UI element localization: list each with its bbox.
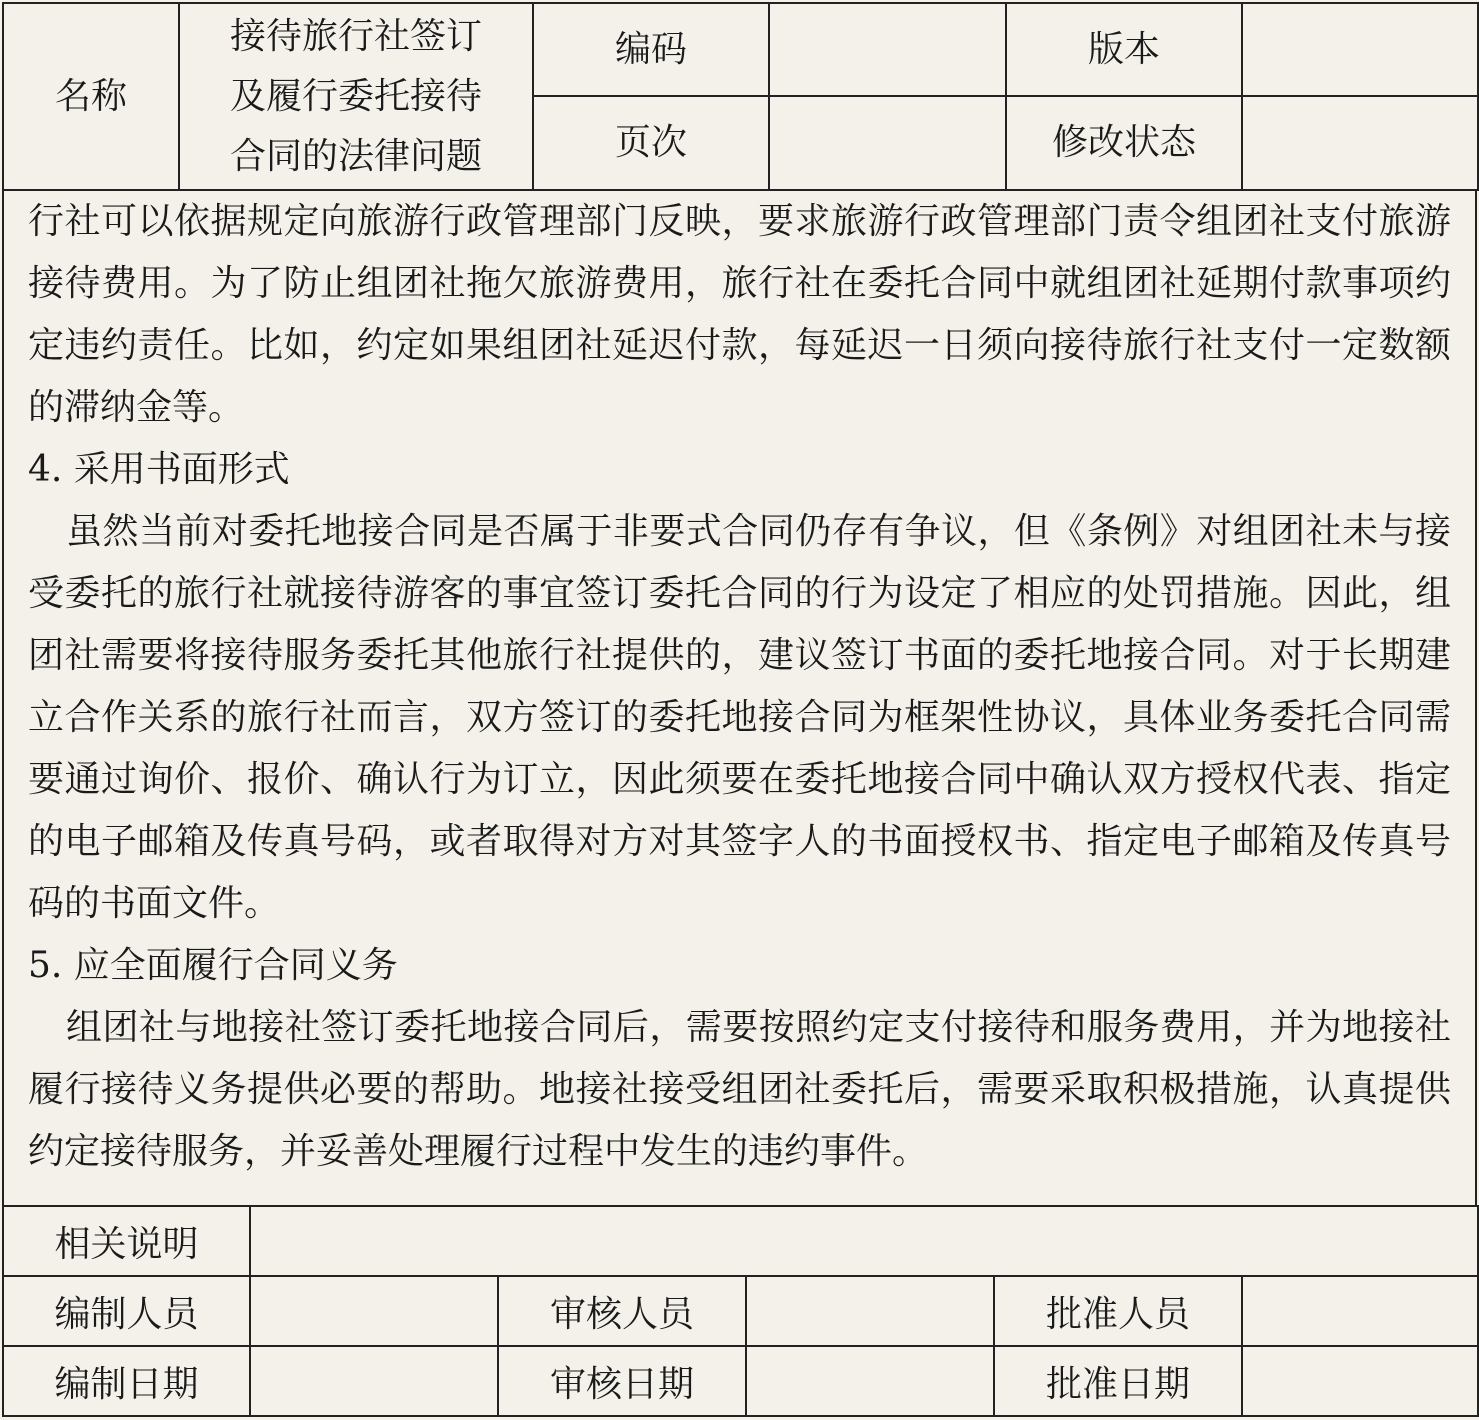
compile-date-value	[250, 1346, 498, 1416]
approve-date-label: 批准日期	[994, 1346, 1242, 1416]
name-value-line: 合同的法律问题	[229, 135, 482, 177]
compile-date-label: 编制日期	[3, 1346, 250, 1416]
version-label: 版本	[1006, 3, 1242, 96]
compiler-label: 编制人员	[3, 1276, 250, 1346]
paragraph-continued: 行社可以依据规定向旅游行政管理部门反映，要求旅游行政管理部门责令组团社支付旅游接待费用。为了防止组团社拖欠旅游费用，旅行社在委托合同中就组团社延期付款事项约定违约责任。比如，约定如果组团社延迟付款，每延迟一日须向接待旅行社支付一定数额的滞纳金等。	[28, 201, 1451, 428]
review-date-value	[746, 1346, 994, 1416]
name-value-line: 接待旅行社签订	[229, 15, 482, 57]
code-label: 编码	[533, 3, 769, 96]
header-table	[2, 2, 1479, 191]
reviewer-label: 审核人员	[498, 1276, 746, 1346]
notes-label: 相关说明	[3, 1206, 250, 1276]
section-heading-5: 5. 应全面履行合同义务	[28, 945, 398, 986]
page-label: 页次	[533, 96, 769, 190]
name-value	[179, 3, 533, 190]
paragraph-4: 虽然当前对委托地接合同是否属于非要式合同仍存有争议，但《条例》对组团社未与接受委托的旅行社就接待游客的事宜签订委托合同的行为设定了相应的处罚措施。因此，组团社需要将接待服务委托其他旅行社提供的，建议签订书面的委托地接合同。对于长期建立合作关系的旅行社而言，双方签订的委托地接合同为框架性协议，具体业务委托合同需要通过询价、报价、确认行为订立，因此须要在委托地接合同中确认双方授权代表、指定的电子邮箱及传真号码，或者取得对方对其签字人的书面授权书、指定电子邮箱及传真号码的书面文件。	[28, 511, 1451, 924]
approver-value	[1242, 1276, 1478, 1346]
section-heading-4: 4. 采用书面形式	[28, 449, 290, 490]
review-date-label: 审核日期	[498, 1346, 746, 1416]
version-value	[1242, 3, 1478, 96]
body-text	[2, 189, 1477, 1205]
revision-label: 修改状态	[1006, 96, 1242, 190]
compiler-value	[250, 1276, 498, 1346]
approver-label: 批准人员	[994, 1276, 1242, 1346]
revision-value	[1242, 96, 1478, 190]
reviewer-value	[746, 1276, 994, 1346]
footer-table	[2, 1205, 1479, 1417]
name-value-line: 及履行委托接待	[229, 75, 482, 117]
code-value	[769, 3, 1006, 96]
approve-date-value	[1242, 1346, 1478, 1416]
name-label: 名称	[3, 3, 179, 190]
page-value	[769, 96, 1006, 190]
notes-value	[250, 1206, 1478, 1276]
paragraph-5: 组团社与地接社签订委托地接合同后，需要按照约定支付接待和服务费用，并为地接社履行接待义务提供必要的帮助。地接社接受组团社委托后，需要采取积极措施，认真提供约定接待服务，并妥善处理履行过程中发生的违约事件。	[28, 1007, 1451, 1172]
